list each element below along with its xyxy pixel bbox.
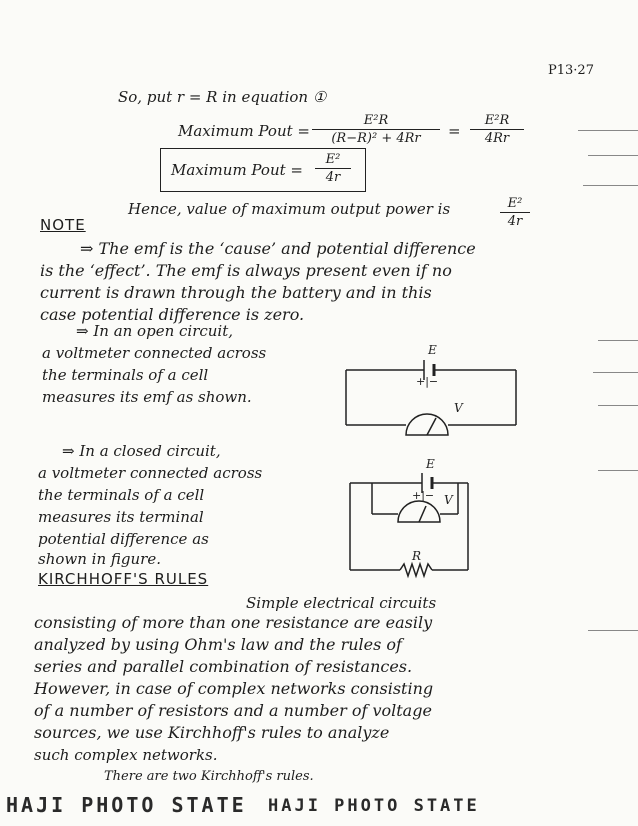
footer-stamp-left: HAJI PHOTO STATE — [6, 793, 247, 817]
fraction-denominator: 4r — [325, 170, 341, 185]
kirchhoff-line: There are two Kirchhoff's rules. — [104, 769, 314, 784]
equation-line: So, put r = R in equation ① — [118, 88, 327, 106]
label-V: V — [454, 401, 463, 415]
label-plus-minus: +|− — [412, 489, 435, 502]
fraction-numerator: E² — [325, 152, 341, 167]
kirchhoff-line: of a number of resistors and a number of voltage — [34, 701, 432, 720]
equals-sign: = — [448, 122, 461, 140]
open-circuit-line: a voltmeter connected across — [42, 344, 267, 362]
closed-circuit-line: shown in figure. — [38, 550, 161, 568]
resistor — [400, 564, 432, 576]
open-circuit-line: ⇒ In an open circuit, — [76, 322, 234, 340]
voltmeter-needle — [419, 506, 426, 522]
fraction-bar — [470, 129, 524, 130]
closed-circuit-line: potential difference as — [38, 530, 209, 548]
margin-rule — [598, 340, 638, 341]
fraction-bar — [315, 168, 351, 169]
label-E: E — [428, 343, 437, 357]
voltmeter-body — [406, 414, 448, 435]
kirchhoff-line: analyzed by using Ohm's law and the rules of — [34, 635, 402, 654]
note-heading: NOTE — [40, 216, 86, 234]
fraction-bar — [500, 212, 530, 213]
kirchhoff-line: Simple electrical circuits — [246, 594, 437, 612]
kirchhoff-line: sources, we use Kirchhoff's rules to analyze — [34, 723, 390, 742]
note-line: current is drawn through the battery and in this — [40, 283, 432, 302]
kirchhoff-line: series and parallel combination of resistances. — [34, 657, 413, 676]
fraction-2 — [470, 113, 524, 146]
label-E: E — [426, 457, 435, 471]
margin-rule — [598, 405, 638, 406]
boxed-label: Maximum Pout = — [171, 161, 303, 179]
note-line: case potential difference is zero. — [40, 305, 305, 324]
closed-circuit-line: the terminals of a cell — [38, 486, 205, 504]
voltmeter-needle — [427, 418, 436, 435]
closed-circuit-diagram — [350, 458, 500, 578]
hence-line: Hence, value of maximum output power is — [128, 200, 451, 218]
closed-circuit-line: a voltmeter connected across — [38, 464, 263, 482]
kirchhoff-heading: KIRCHHOFF'S RULES — [38, 570, 209, 588]
closed-circuit-line: measures its terminal — [38, 508, 204, 526]
boxed-fraction — [315, 152, 351, 185]
fraction-numerator: E² — [507, 196, 523, 211]
margin-rule — [578, 130, 638, 131]
fraction-denominator: 4Rr — [484, 131, 510, 146]
hence-fraction — [500, 196, 530, 229]
open-circuit-diagram — [336, 340, 546, 450]
fraction-denominator: 4r — [507, 214, 523, 229]
margin-rule — [588, 155, 638, 156]
fraction-denominator: (R−R)² + 4Rr — [331, 131, 421, 146]
note-line: is the ‘effect’. The emf is always present even if no — [40, 261, 452, 280]
closed-circuit-line: ⇒ In a closed circuit, — [62, 442, 221, 460]
max-pout-label: Maximum Pout = — [178, 122, 310, 140]
boxed-result — [160, 148, 366, 192]
fraction-bar — [312, 129, 440, 130]
fraction-numerator: E²R — [363, 113, 389, 128]
kirchhoff-line: However, in case of complex networks consisting — [34, 679, 434, 698]
kirchhoff-line: consisting of more than one resistance are easily — [34, 613, 433, 632]
margin-rule — [588, 630, 638, 631]
label-plus-minus: +|− — [416, 375, 439, 388]
margin-rule — [583, 185, 638, 186]
margin-rule — [593, 372, 638, 373]
fraction-numerator: E²R — [484, 113, 510, 128]
fraction-1 — [312, 113, 440, 146]
footer-stamp-right: HAJI PHOTO STATE — [268, 796, 480, 816]
label-R: R — [412, 549, 422, 563]
open-circuit-line: measures its emf as shown. — [42, 388, 252, 406]
label-V: V — [444, 493, 453, 507]
note-line: ⇒ The emf is the ‘cause’ and potential difference — [80, 239, 476, 258]
open-circuit-line: the terminals of a cell — [42, 366, 209, 384]
page-reference: P13·27 — [548, 63, 594, 78]
voltmeter-body — [398, 501, 440, 522]
kirchhoff-line: such complex networks. — [34, 746, 218, 764]
margin-rule — [598, 470, 638, 471]
